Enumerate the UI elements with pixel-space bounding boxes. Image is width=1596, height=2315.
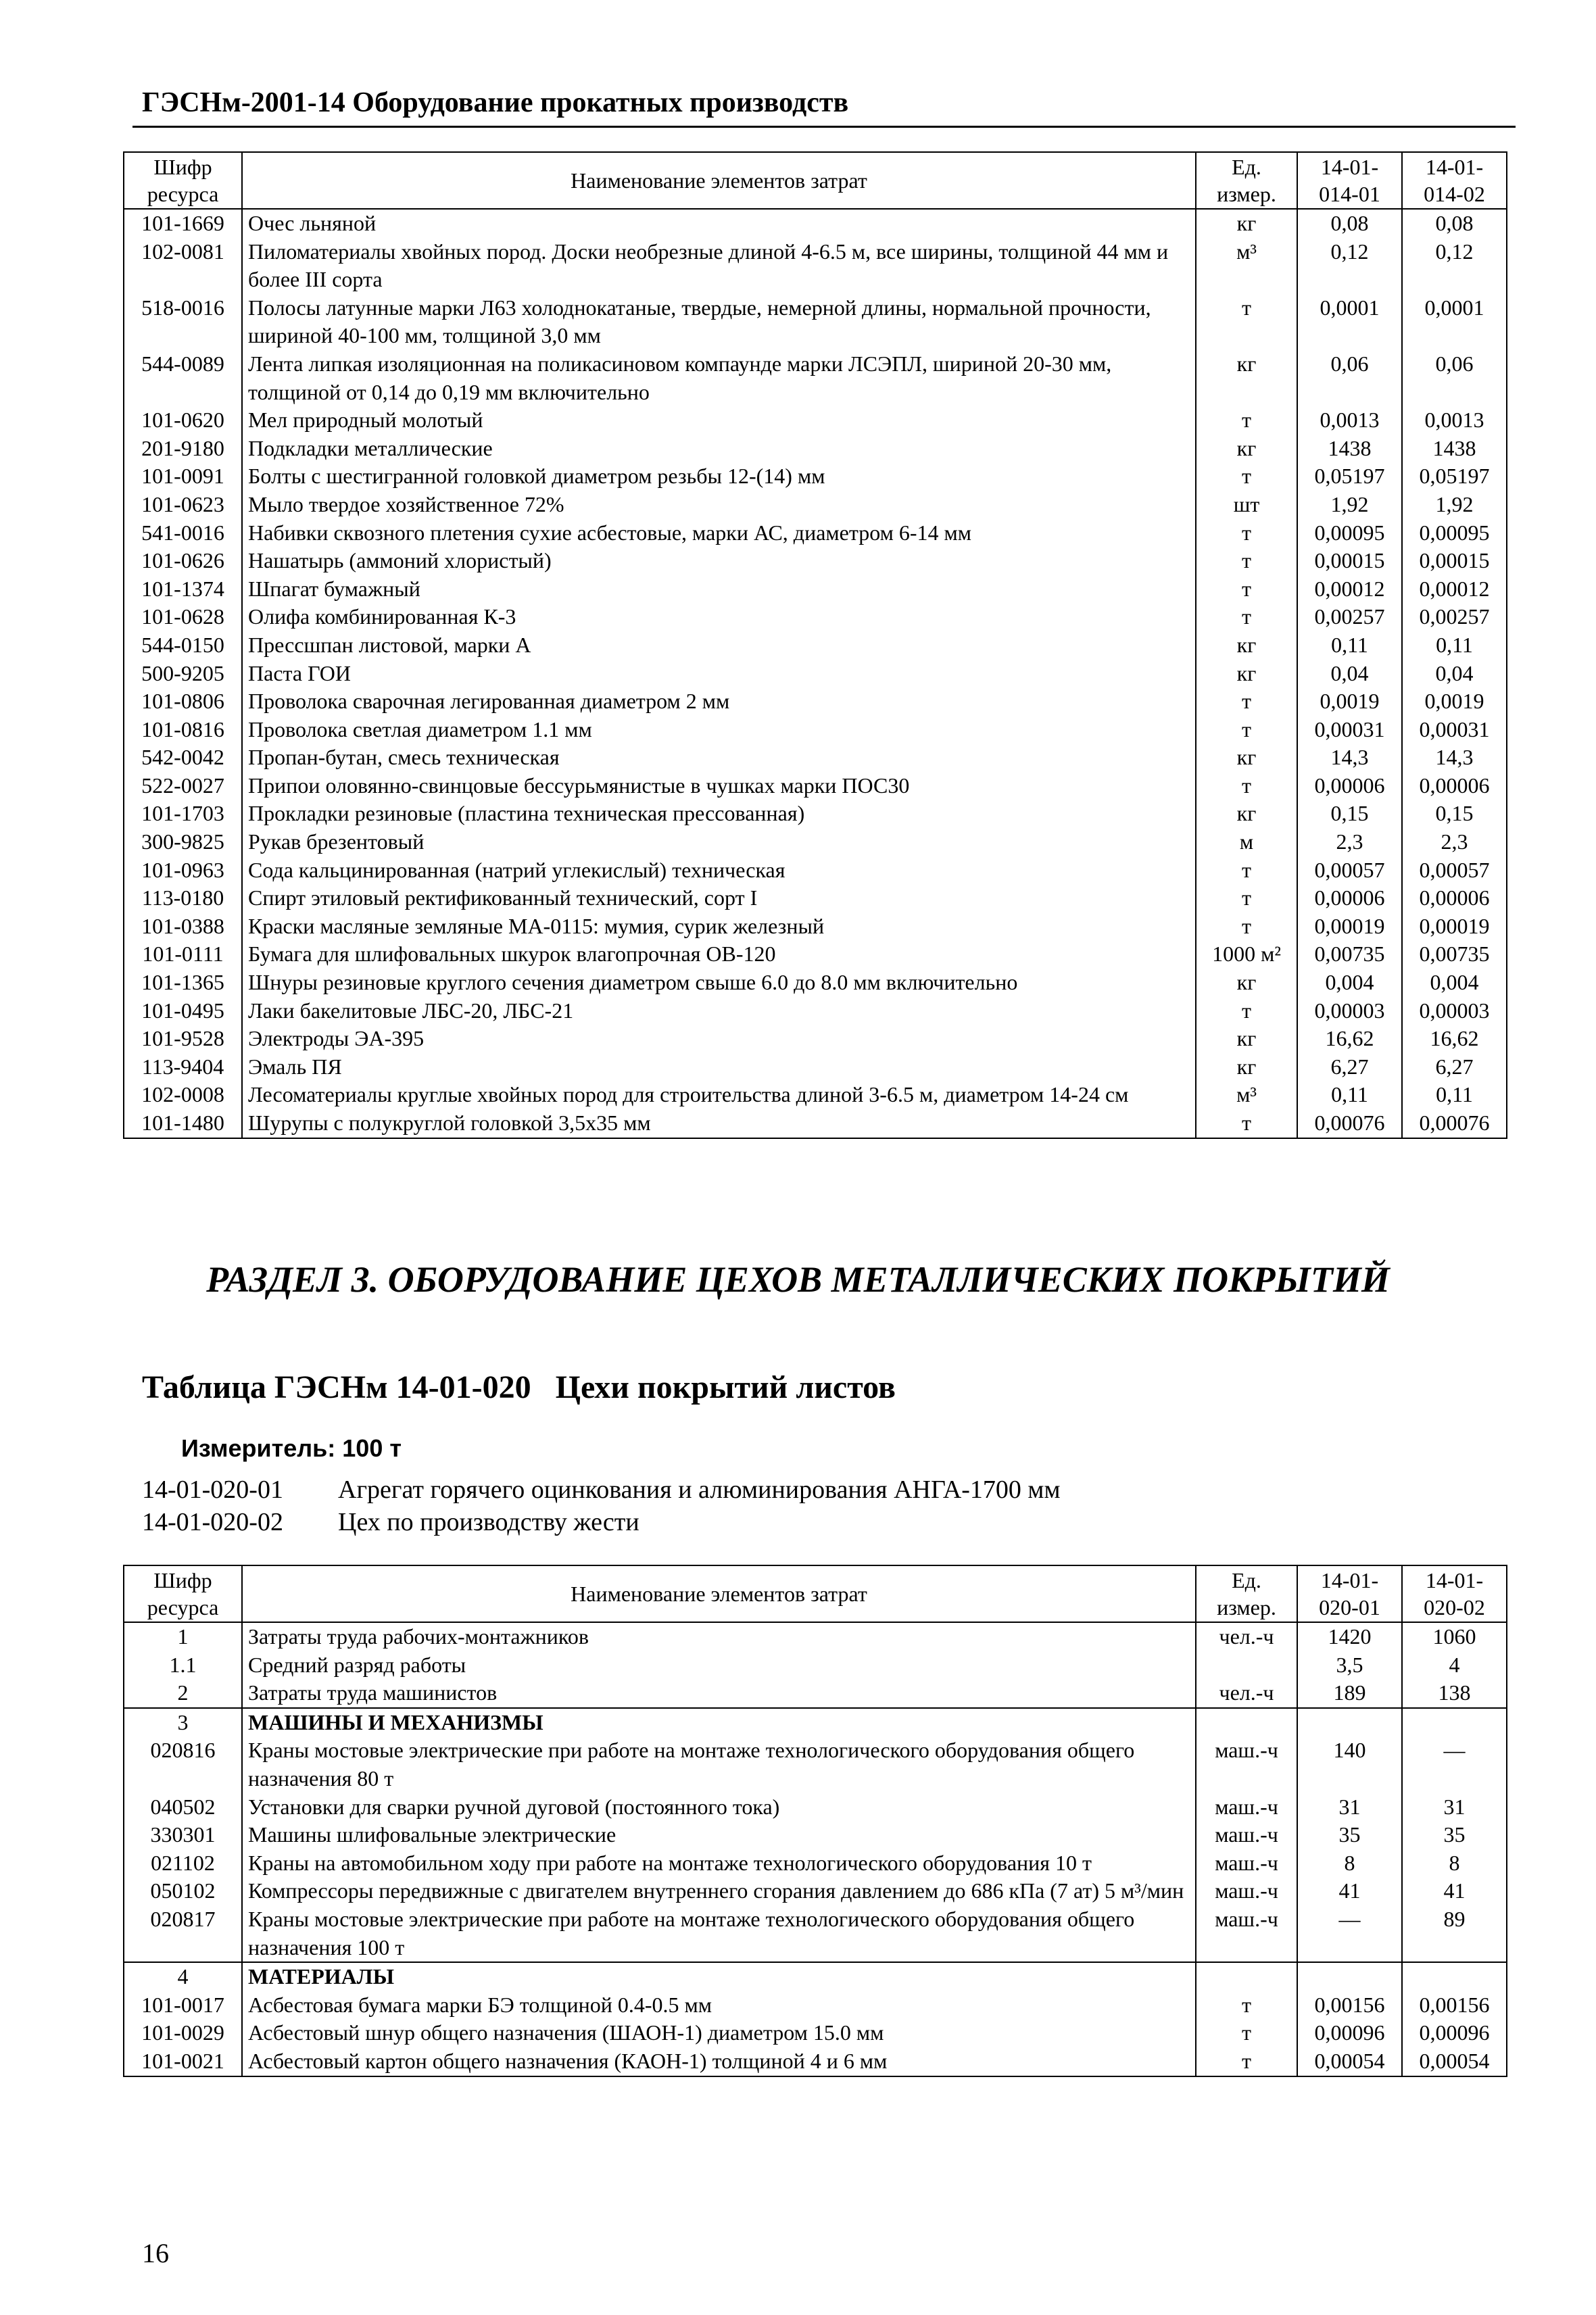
cell-value-b: 4 <box>1402 1651 1507 1680</box>
cell-unit: кг <box>1196 1025 1297 1053</box>
cell-unit: т <box>1196 2047 1297 2076</box>
cell-code: 201-9180 <box>124 435 242 463</box>
cell-value-a: 0,0019 <box>1297 687 1402 716</box>
cell-unit: т <box>1196 603 1297 631</box>
cell-name: Машины шлифовальные электрические <box>242 1821 1196 1849</box>
cell-unit <box>1196 1708 1297 1737</box>
table-row <box>124 491 1507 519</box>
cell-value-b: 0,06 <box>1402 350 1507 406</box>
cell-value-a: 0,0001 <box>1297 294 1402 350</box>
table-row <box>124 1053 1507 1081</box>
cell-name: Краски масляные земляные МА-0115: мумия, сурик железный <box>242 912 1196 941</box>
cell-code: 101-1480 <box>124 1109 242 1138</box>
cell-unit: м³ <box>1196 238 1297 294</box>
cell-value-b: 1438 <box>1402 435 1507 463</box>
cell-name: Асбестовый картон общего назначения (КАОН-1) толщиной 4 и 6 мм <box>242 2047 1196 2076</box>
cell-name: Краны мостовые электрические при работе на монтаже технологического оборудования общего назначения 100 т <box>242 1905 1196 1962</box>
cell-value-a: 0,00054 <box>1297 2047 1402 2076</box>
cell-name: Асбестовая бумага марки БЭ толщиной 0.4-0.5 мм <box>242 1991 1196 2020</box>
running-header: ГЭСНм-2001-14 Оборудование прокатных производств <box>142 87 849 118</box>
cell-unit: т <box>1196 406 1297 435</box>
variant-code: 14-01-020-02 <box>142 1508 283 1536</box>
cell-code: 020817 <box>124 1905 242 1962</box>
cell-value-b: 0,0013 <box>1402 406 1507 435</box>
cell-value-a: 0,00019 <box>1297 912 1402 941</box>
cell-code: 020816 <box>124 1736 242 1793</box>
cell-code: 101-0628 <box>124 603 242 631</box>
cell-value-a: 1420 <box>1297 1622 1402 1651</box>
cell-unit: т <box>1196 547 1297 575</box>
table-body <box>124 209 1507 1138</box>
table-row <box>124 1651 1507 1680</box>
cell-code: 1 <box>124 1622 242 1651</box>
table-row <box>124 687 1507 716</box>
cell-code: 040502 <box>124 1793 242 1822</box>
cell-name: Пиломатериалы хвойных пород. Доски необрезные длиной 4-6.5 м, все ширины, толщиной 44 мм и более III сорта <box>242 238 1196 294</box>
cell-value-b: 8 <box>1402 1849 1507 1878</box>
cell-value-b: 0,08 <box>1402 209 1507 238</box>
cell-value-b: 41 <box>1402 1877 1507 1905</box>
cell-code: 101-1703 <box>124 800 242 828</box>
cell-value-a: 0,00006 <box>1297 772 1402 800</box>
resource-table-14-01-014 <box>123 151 1507 1139</box>
cell-value-a: 1438 <box>1297 435 1402 463</box>
resource-table-14-01-020 <box>123 1565 1507 2077</box>
header-unit: Ед. измер. <box>1196 1565 1297 1622</box>
cell-value-a: 0,00076 <box>1297 1109 1402 1138</box>
header-col-b: 14-01-020-02 <box>1402 1565 1507 1622</box>
cell-code: 101-0029 <box>124 2019 242 2047</box>
header-code: Шифр ресурса <box>124 152 242 209</box>
variant-line <box>142 1507 639 1537</box>
cell-name: Асбестовый шнур общего назначения (ШАОН-1) диаметром 15.0 мм <box>242 2019 1196 2047</box>
table-header-row <box>124 1565 1507 1622</box>
cell-name: Шпагат бумажный <box>242 575 1196 604</box>
cell-name: МАШИНЫ И МЕХАНИЗМЫ <box>242 1708 1196 1737</box>
cell-unit <box>1196 1962 1297 1991</box>
cell-value-b: 31 <box>1402 1793 1507 1822</box>
cell-value-a: 1,92 <box>1297 491 1402 519</box>
cell-code: 101-0017 <box>124 1991 242 2020</box>
header-unit: Ед. измер. <box>1196 152 1297 209</box>
cell-name: Мел природный молотый <box>242 406 1196 435</box>
cell-unit: кг <box>1196 744 1297 772</box>
cell-name: Шурупы с полукруглой головкой 3,5х35 мм <box>242 1109 1196 1138</box>
cell-value-a: 6,27 <box>1297 1053 1402 1081</box>
cell-name: МАТЕРИАЛЫ <box>242 1962 1196 1991</box>
table-row <box>124 1736 1507 1793</box>
cell-unit: маш.-ч <box>1196 1821 1297 1849</box>
cell-unit: 1000 м² <box>1196 940 1297 969</box>
cell-value-b: 0,00096 <box>1402 2019 1507 2047</box>
cell-name: Олифа комбинированная К-3 <box>242 603 1196 631</box>
cell-unit: чел.-ч <box>1196 1679 1297 1708</box>
cell-value-a: 0,00156 <box>1297 1991 1402 2020</box>
table-row <box>124 660 1507 688</box>
section-row <box>124 1708 1507 1737</box>
cell-code: 518-0016 <box>124 294 242 350</box>
cell-value-a: 16,62 <box>1297 1025 1402 1053</box>
cell-unit: т <box>1196 772 1297 800</box>
cell-name: Нашатырь (аммоний хлористый) <box>242 547 1196 575</box>
cell-name: Рукав брезентовый <box>242 828 1196 856</box>
cell-value-a: 0,00095 <box>1297 519 1402 547</box>
table-row <box>124 547 1507 575</box>
cell-value-a: 140 <box>1297 1736 1402 1793</box>
cell-value-a: 8 <box>1297 1849 1402 1878</box>
cell-value-a: 0,05197 <box>1297 462 1402 491</box>
cell-value-a: 3,5 <box>1297 1651 1402 1680</box>
cell-value-b: 0,00257 <box>1402 603 1507 631</box>
cell-code: 500-9205 <box>124 660 242 688</box>
cell-value-a: 0,15 <box>1297 800 1402 828</box>
table-row <box>124 2019 1507 2047</box>
cell-value-b: 0,11 <box>1402 1081 1507 1109</box>
table-row <box>124 1877 1507 1905</box>
table-row <box>124 209 1507 238</box>
cell-name: Затраты труда машинистов <box>242 1679 1196 1708</box>
cell-unit: т <box>1196 856 1297 885</box>
cell-unit: кг <box>1196 660 1297 688</box>
cell-unit: т <box>1196 294 1297 350</box>
cell-code: 1.1 <box>124 1651 242 1680</box>
table-header-row <box>124 152 1507 209</box>
cell-value-b: 14,3 <box>1402 744 1507 772</box>
cell-name: Затраты труда рабочих-монтажников <box>242 1622 1196 1651</box>
cell-name: Паста ГОИ <box>242 660 1196 688</box>
cell-unit: маш.-ч <box>1196 1877 1297 1905</box>
measure-unit: Измеритель: 100 т <box>181 1434 402 1462</box>
cell-code: 541-0016 <box>124 519 242 547</box>
cell-value-a: 0,04 <box>1297 660 1402 688</box>
cell-name: Электроды ЭА-395 <box>242 1025 1196 1053</box>
cell-unit: маш.-ч <box>1196 1793 1297 1822</box>
cell-unit: т <box>1196 912 1297 941</box>
section-row <box>124 1962 1507 1991</box>
cell-value-b: 0,00006 <box>1402 772 1507 800</box>
cell-value-a: 0,0013 <box>1297 406 1402 435</box>
cell-value-b: 0,0019 <box>1402 687 1507 716</box>
cell-value-a: 14,3 <box>1297 744 1402 772</box>
table-row <box>124 912 1507 941</box>
cell-code: 101-1374 <box>124 575 242 604</box>
cell-name: Краны на автомобильном ходу при работе на монтаже технологического оборудования 10 т <box>242 1849 1196 1878</box>
cell-value-b: 1060 <box>1402 1622 1507 1651</box>
cell-value-a: 2,3 <box>1297 828 1402 856</box>
table-row <box>124 1622 1507 1651</box>
table-row <box>124 772 1507 800</box>
cell-code: 101-1365 <box>124 969 242 997</box>
cell-value-b: 6,27 <box>1402 1053 1507 1081</box>
cell-code: 101-0388 <box>124 912 242 941</box>
cell-value-a: 0,00003 <box>1297 997 1402 1025</box>
cell-name: Проволока светлая диаметром 1.1 мм <box>242 716 1196 744</box>
table-row <box>124 2047 1507 2076</box>
cell-value-a: — <box>1297 1905 1402 1962</box>
cell-name: Краны мостовые электрические при работе на монтаже технологического оборудования общего назначения 80 т <box>242 1736 1196 1793</box>
table-row <box>124 1821 1507 1849</box>
variant-line <box>142 1475 1061 1505</box>
cell-value-b: 16,62 <box>1402 1025 1507 1053</box>
cell-code: 544-0089 <box>124 350 242 406</box>
cell-code: 102-0081 <box>124 238 242 294</box>
cell-value-a: 0,00057 <box>1297 856 1402 885</box>
cell-value-b: 0,11 <box>1402 631 1507 660</box>
cell-value-b: 0,0001 <box>1402 294 1507 350</box>
cell-name: Болты с шестигранной головкой диаметром резьбы 12-(14) мм <box>242 462 1196 491</box>
cell-unit: м³ <box>1196 1081 1297 1109</box>
cell-value-b: 0,00003 <box>1402 997 1507 1025</box>
cell-code: 101-0111 <box>124 940 242 969</box>
cell-value-b: 0,00076 <box>1402 1109 1507 1138</box>
cell-value-a: 0,06 <box>1297 350 1402 406</box>
cell-name: Лесоматериалы круглые хвойных пород для строительства длиной 3-6.5 м, диаметром 14-24 см <box>242 1081 1196 1109</box>
table-row <box>124 828 1507 856</box>
table-row <box>124 1849 1507 1878</box>
table-title: Таблица ГЭСНм 14-01-020 Цехи покрытий листов <box>142 1369 896 1405</box>
cell-unit: т <box>1196 884 1297 912</box>
table-body <box>124 1622 1507 2076</box>
cell-value-b: 0,00054 <box>1402 2047 1507 2076</box>
cell-value-a: 0,08 <box>1297 209 1402 238</box>
cell-unit: т <box>1196 462 1297 491</box>
cell-value-b: 89 <box>1402 1905 1507 1962</box>
cell-value-a: 189 <box>1297 1679 1402 1708</box>
cell-code: 050102 <box>124 1877 242 1905</box>
cell-code: 4 <box>124 1962 242 1991</box>
cell-value-b: 0,00156 <box>1402 1991 1507 2020</box>
cell-name: Подкладки металлические <box>242 435 1196 463</box>
cell-code: 101-1669 <box>124 209 242 238</box>
cell-name: Прокладки резиновые (пластина техническая прессованная) <box>242 800 1196 828</box>
section-title: РАЗДЕЛ 3. ОБОРУДОВАНИЕ ЦЕХОВ МЕТАЛЛИЧЕСКИХ ПОКРЫТИЙ <box>206 1259 1390 1300</box>
cell-value-b: 138 <box>1402 1679 1507 1708</box>
cell-unit: кг <box>1196 1053 1297 1081</box>
table-row <box>124 631 1507 660</box>
table-row <box>124 940 1507 969</box>
cell-value-b: 0,15 <box>1402 800 1507 828</box>
cell-unit: чел.-ч <box>1196 1622 1297 1651</box>
cell-value-b: 0,00019 <box>1402 912 1507 941</box>
cell-unit: маш.-ч <box>1196 1849 1297 1878</box>
cell-name: Проволока сварочная легированная диаметром 2 мм <box>242 687 1196 716</box>
cell-code: 3 <box>124 1708 242 1737</box>
cell-name: Лента липкая изоляционная на поликасиновом компаунде марки ЛСЭПЛ, шириной 20-30 мм, толщиной от 0,14 до 0,19 мм включительно <box>242 350 1196 406</box>
cell-code: 101-0623 <box>124 491 242 519</box>
header-code: Шифр ресурса <box>124 1565 242 1622</box>
cell-name: Полосы латунные марки Л63 холоднокатаные, твердые, немерной длины, нормальной прочности, шириной 40-100 мм, толщиной 3,0 мм <box>242 294 1196 350</box>
header-name: Наименование элементов затрат <box>242 1565 1196 1622</box>
cell-value-a: 35 <box>1297 1821 1402 1849</box>
cell-value-a <box>1297 1962 1402 1991</box>
cell-name: Мыло твердое хозяйственное 72% <box>242 491 1196 519</box>
table-row <box>124 716 1507 744</box>
cell-value-a <box>1297 1708 1402 1737</box>
header-rule <box>132 126 1516 128</box>
cell-unit: т <box>1196 2019 1297 2047</box>
cell-value-a: 0,00257 <box>1297 603 1402 631</box>
cell-name: Набивки сквозного плетения сухие асбестовые, марки АС, диаметром 6-14 мм <box>242 519 1196 547</box>
cell-value-b: 0,00015 <box>1402 547 1507 575</box>
cell-name: Средний разряд работы <box>242 1651 1196 1680</box>
cell-value-a: 0,00031 <box>1297 716 1402 744</box>
table-row <box>124 1679 1507 1708</box>
cell-code: 101-0963 <box>124 856 242 885</box>
cell-value-b: 2,3 <box>1402 828 1507 856</box>
cell-name: Бумага для шлифовальных шкурок влагопрочная ОВ-120 <box>242 940 1196 969</box>
table-row <box>124 1081 1507 1109</box>
cell-unit: кг <box>1196 209 1297 238</box>
cell-unit: т <box>1196 575 1297 604</box>
cell-name: Шнуры резиновые круглого сечения диаметром свыше 6.0 до 8.0 мм включительно <box>242 969 1196 997</box>
cell-value-a: 31 <box>1297 1793 1402 1822</box>
table-row <box>124 435 1507 463</box>
cell-code: 544-0150 <box>124 631 242 660</box>
cell-value-a: 41 <box>1297 1877 1402 1905</box>
cell-value-a: 0,00096 <box>1297 2019 1402 2047</box>
cell-code: 542-0042 <box>124 744 242 772</box>
cell-unit: кг <box>1196 800 1297 828</box>
table-row <box>124 1905 1507 1962</box>
table-row <box>124 997 1507 1025</box>
cell-value-b: 0,00735 <box>1402 940 1507 969</box>
cell-unit: м <box>1196 828 1297 856</box>
cell-name: Припои оловянно-свинцовые бессурьмянистые в чушках марки ПОС30 <box>242 772 1196 800</box>
cell-value-a: 0,11 <box>1297 1081 1402 1109</box>
cell-code: 102-0008 <box>124 1081 242 1109</box>
cell-value-b: 0,00057 <box>1402 856 1507 885</box>
cell-code: 021102 <box>124 1849 242 1878</box>
table-row <box>124 575 1507 604</box>
cell-value-a: 0,00006 <box>1297 884 1402 912</box>
cell-value-b: 0,12 <box>1402 238 1507 294</box>
cell-name: Компрессоры передвижные с двигателем внутреннего сгорания давлением до 686 кПа (7 ат) 5 м³/мин <box>242 1877 1196 1905</box>
variant-name: Цех по производству жести <box>338 1508 639 1536</box>
cell-unit: т <box>1196 687 1297 716</box>
cell-code: 101-0626 <box>124 547 242 575</box>
variant-name: Агрегат горячего оцинкования и алюминирования АНГА-1700 мм <box>338 1476 1061 1504</box>
cell-unit: кг <box>1196 435 1297 463</box>
cell-unit: т <box>1196 716 1297 744</box>
cell-value-a: 0,00012 <box>1297 575 1402 604</box>
cell-value-a: 0,12 <box>1297 238 1402 294</box>
cell-value-b <box>1402 1962 1507 1991</box>
header-name: Наименование элементов затрат <box>242 152 1196 209</box>
table-row <box>124 969 1507 997</box>
cell-value-b: 1,92 <box>1402 491 1507 519</box>
table-row <box>124 1793 1507 1822</box>
table-row <box>124 884 1507 912</box>
cell-unit: т <box>1196 1991 1297 2020</box>
cell-name: Пропан-бутан, смесь техническая <box>242 744 1196 772</box>
table-row <box>124 519 1507 547</box>
cell-code: 101-0620 <box>124 406 242 435</box>
cell-value-b: — <box>1402 1736 1507 1793</box>
table-row <box>124 406 1507 435</box>
table-row <box>124 856 1507 885</box>
cell-code: 2 <box>124 1679 242 1708</box>
cell-unit <box>1196 1651 1297 1680</box>
cell-unit: т <box>1196 519 1297 547</box>
table-row <box>124 462 1507 491</box>
header-col-a: 14-01-014-01 <box>1297 152 1402 209</box>
table-row <box>124 350 1507 406</box>
cell-name: Установки для сварки ручной дуговой (постоянного тока) <box>242 1793 1196 1822</box>
cell-code: 101-9528 <box>124 1025 242 1053</box>
page-number: 16 <box>142 2238 169 2268</box>
cell-value-a: 0,00735 <box>1297 940 1402 969</box>
cell-value-b: 0,00031 <box>1402 716 1507 744</box>
cell-code: 300-9825 <box>124 828 242 856</box>
cell-name: Очес льняной <box>242 209 1196 238</box>
cell-name: Лаки бакелитовые ЛБС-20, ЛБС-21 <box>242 997 1196 1025</box>
table-row <box>124 238 1507 294</box>
cell-value-b: 0,05197 <box>1402 462 1507 491</box>
header-col-b: 14-01-014-02 <box>1402 152 1507 209</box>
cell-code: 113-0180 <box>124 884 242 912</box>
cell-unit: т <box>1196 997 1297 1025</box>
cell-code: 101-0806 <box>124 687 242 716</box>
cell-value-b: 0,04 <box>1402 660 1507 688</box>
cell-unit: кг <box>1196 350 1297 406</box>
variant-code: 14-01-020-01 <box>142 1476 283 1504</box>
cell-value-a: 0,004 <box>1297 969 1402 997</box>
cell-value-b: 0,00095 <box>1402 519 1507 547</box>
cell-unit: маш.-ч <box>1196 1905 1297 1962</box>
table-row <box>124 800 1507 828</box>
cell-value-b: 0,00006 <box>1402 884 1507 912</box>
table-row <box>124 294 1507 350</box>
cell-value-b: 0,00012 <box>1402 575 1507 604</box>
cell-name: Сода кальцинированная (натрий углекислый) техническая <box>242 856 1196 885</box>
cell-unit: т <box>1196 1109 1297 1138</box>
table-row <box>124 1991 1507 2020</box>
cell-code: 522-0027 <box>124 772 242 800</box>
cell-value-b <box>1402 1708 1507 1737</box>
cell-name: Прессшпан листовой, марки А <box>242 631 1196 660</box>
cell-value-a: 0,00015 <box>1297 547 1402 575</box>
cell-unit: маш.-ч <box>1196 1736 1297 1793</box>
cell-code: 101-0021 <box>124 2047 242 2076</box>
cell-value-a: 0,11 <box>1297 631 1402 660</box>
cell-code: 330301 <box>124 1821 242 1849</box>
cell-name: Спирт этиловый ректификованный технический, сорт I <box>242 884 1196 912</box>
header-col-a: 14-01-020-01 <box>1297 1565 1402 1622</box>
table-row <box>124 1025 1507 1053</box>
cell-unit: шт <box>1196 491 1297 519</box>
cell-value-b: 0,004 <box>1402 969 1507 997</box>
cell-code: 113-9404 <box>124 1053 242 1081</box>
cell-unit: кг <box>1196 631 1297 660</box>
table-row <box>124 603 1507 631</box>
table-row <box>124 1109 1507 1138</box>
cell-value-b: 35 <box>1402 1821 1507 1849</box>
cell-code: 101-0816 <box>124 716 242 744</box>
cell-unit: кг <box>1196 969 1297 997</box>
table-row <box>124 744 1507 772</box>
cell-name: Эмаль ПЯ <box>242 1053 1196 1081</box>
cell-code: 101-0495 <box>124 997 242 1025</box>
cell-code: 101-0091 <box>124 462 242 491</box>
